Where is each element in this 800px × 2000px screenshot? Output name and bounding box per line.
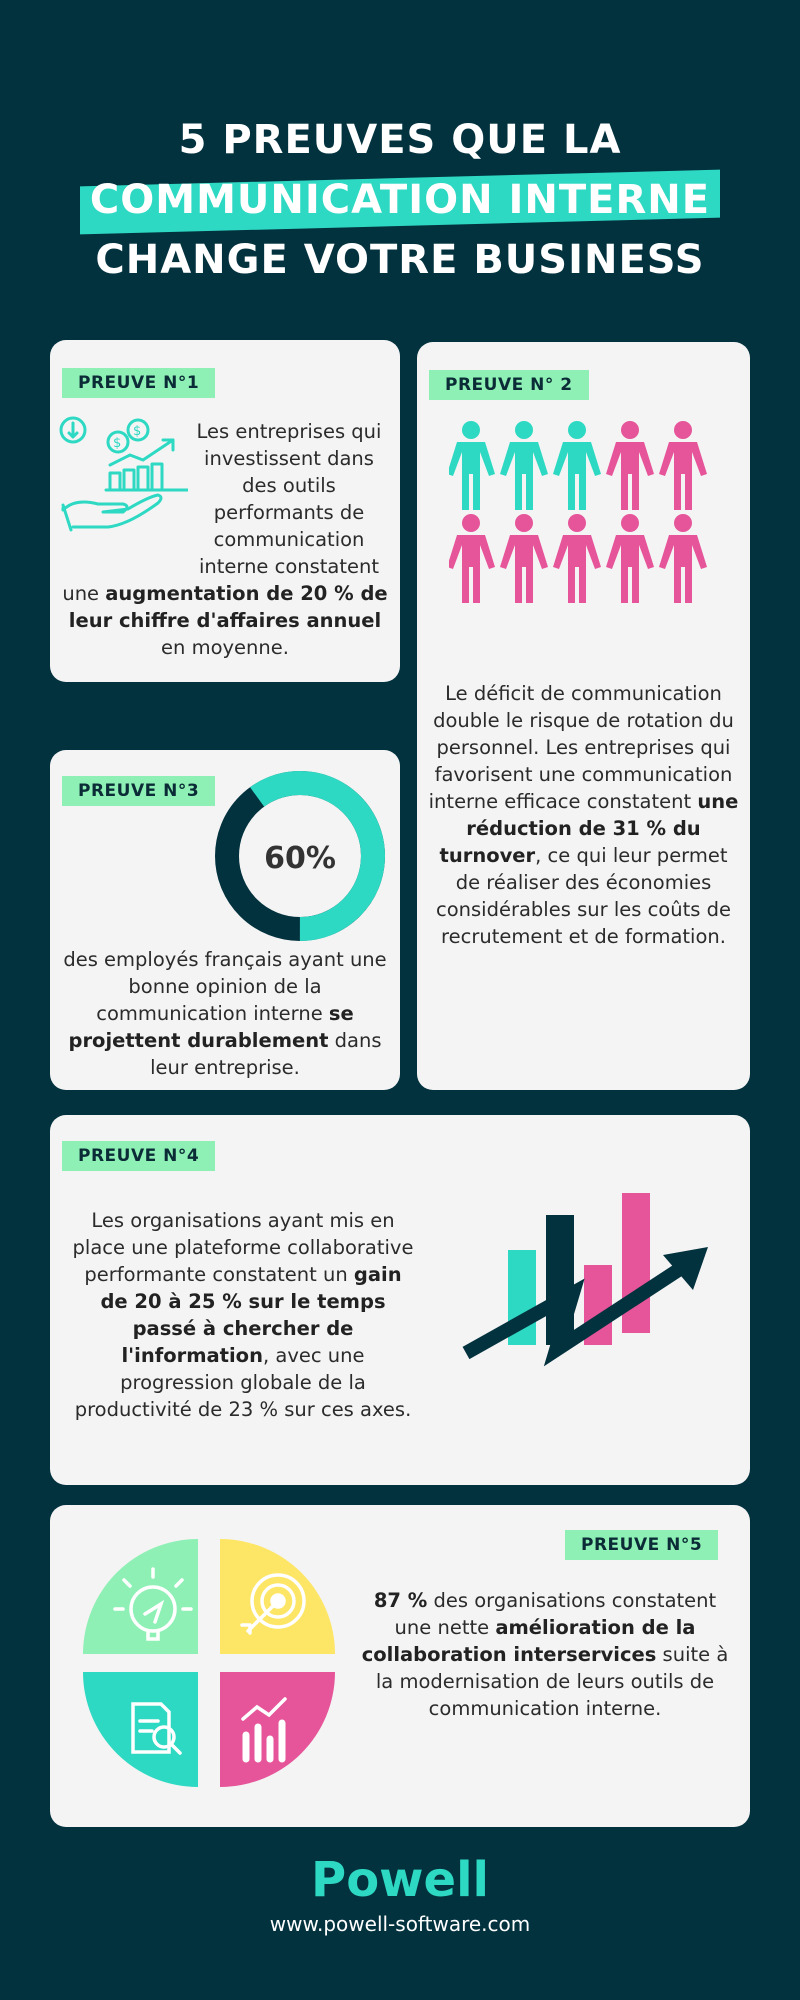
person-icon (553, 421, 601, 510)
quadrant-pie-icon (78, 1529, 348, 1799)
svg-text:$: $ (113, 436, 122, 451)
donut-percent-label: 60% (264, 841, 336, 876)
proof-1-badge: PREUVE N°1 (62, 368, 215, 398)
proof-1-text-block: Les entreprises qui investissent dans des outils performants de communication interne constatent une augmentation de 20 % de leur chiffre d'affaires annuel en moyenne. (62, 420, 388, 659)
person-icon (659, 514, 707, 603)
person-icon (449, 421, 495, 510)
title-line-3: CHANGE VOTRE BUSINESS (95, 237, 705, 283)
person-icon (449, 514, 495, 603)
proof-2-card (417, 342, 750, 1090)
person-icon (500, 514, 548, 603)
person-icon (659, 421, 707, 510)
growth-bar-chart-icon (458, 1185, 728, 1385)
title-line-1: 5 PREUVES QUE LA (178, 117, 622, 163)
person-icon (500, 421, 548, 510)
footer-website-link[interactable]: www.powell-software.com (269, 1912, 531, 1936)
proof-2-badge: PREUVE N° 2 (429, 370, 589, 400)
title-line-2-highlight: COMMUNICATION INTERNE (86, 170, 714, 230)
proof-4-card (50, 1115, 750, 1485)
proof-4-badge: PREUVE N°4 (62, 1141, 215, 1171)
person-icon (606, 421, 654, 510)
proof-5-text: 87 % des organisations constatent une nette amélioration de la collaboration interservices suite à la modernisation de leurs outils de communication interne. (361, 1589, 729, 1720)
proof-3-text: des employés français ayant une bonne opinion de la communication interne se projettent durablement dans leur entreprise. (63, 948, 387, 1079)
proof-3-card (50, 750, 400, 1090)
people-grid-icon (449, 420, 719, 610)
person-icon (553, 514, 601, 603)
proof-5-card (50, 1505, 750, 1827)
powell-logo: Powell (311, 1852, 489, 1908)
person-icon (606, 514, 654, 603)
proof-4-text: Les organisations ayant mis en place une plateforme collaborative performante constatent un gain de 20 à 25 % sur le temps passé à chercher de l'information, avec une progression globale de la productivité de 23 % sur ces axes. (72, 1209, 414, 1421)
proof-1-card (50, 340, 400, 682)
proof-2-text: Le déficit de communication double le risque de rotation du personnel. Les entreprises qui favorisent une communication interne efficace constatent une réduction de 31 % du turnover, ce qui leur permet de réaliser des économies considérables sur les coûts de recrutement et de formation. (428, 682, 739, 948)
proof-5-badge: PREUVE N°5 (565, 1530, 718, 1560)
svg-text:$: $ (133, 424, 142, 439)
donut-gauge (214, 770, 386, 942)
proof-3-badge: PREUVE N°3 (62, 776, 215, 806)
infographic-title (0, 110, 800, 290)
